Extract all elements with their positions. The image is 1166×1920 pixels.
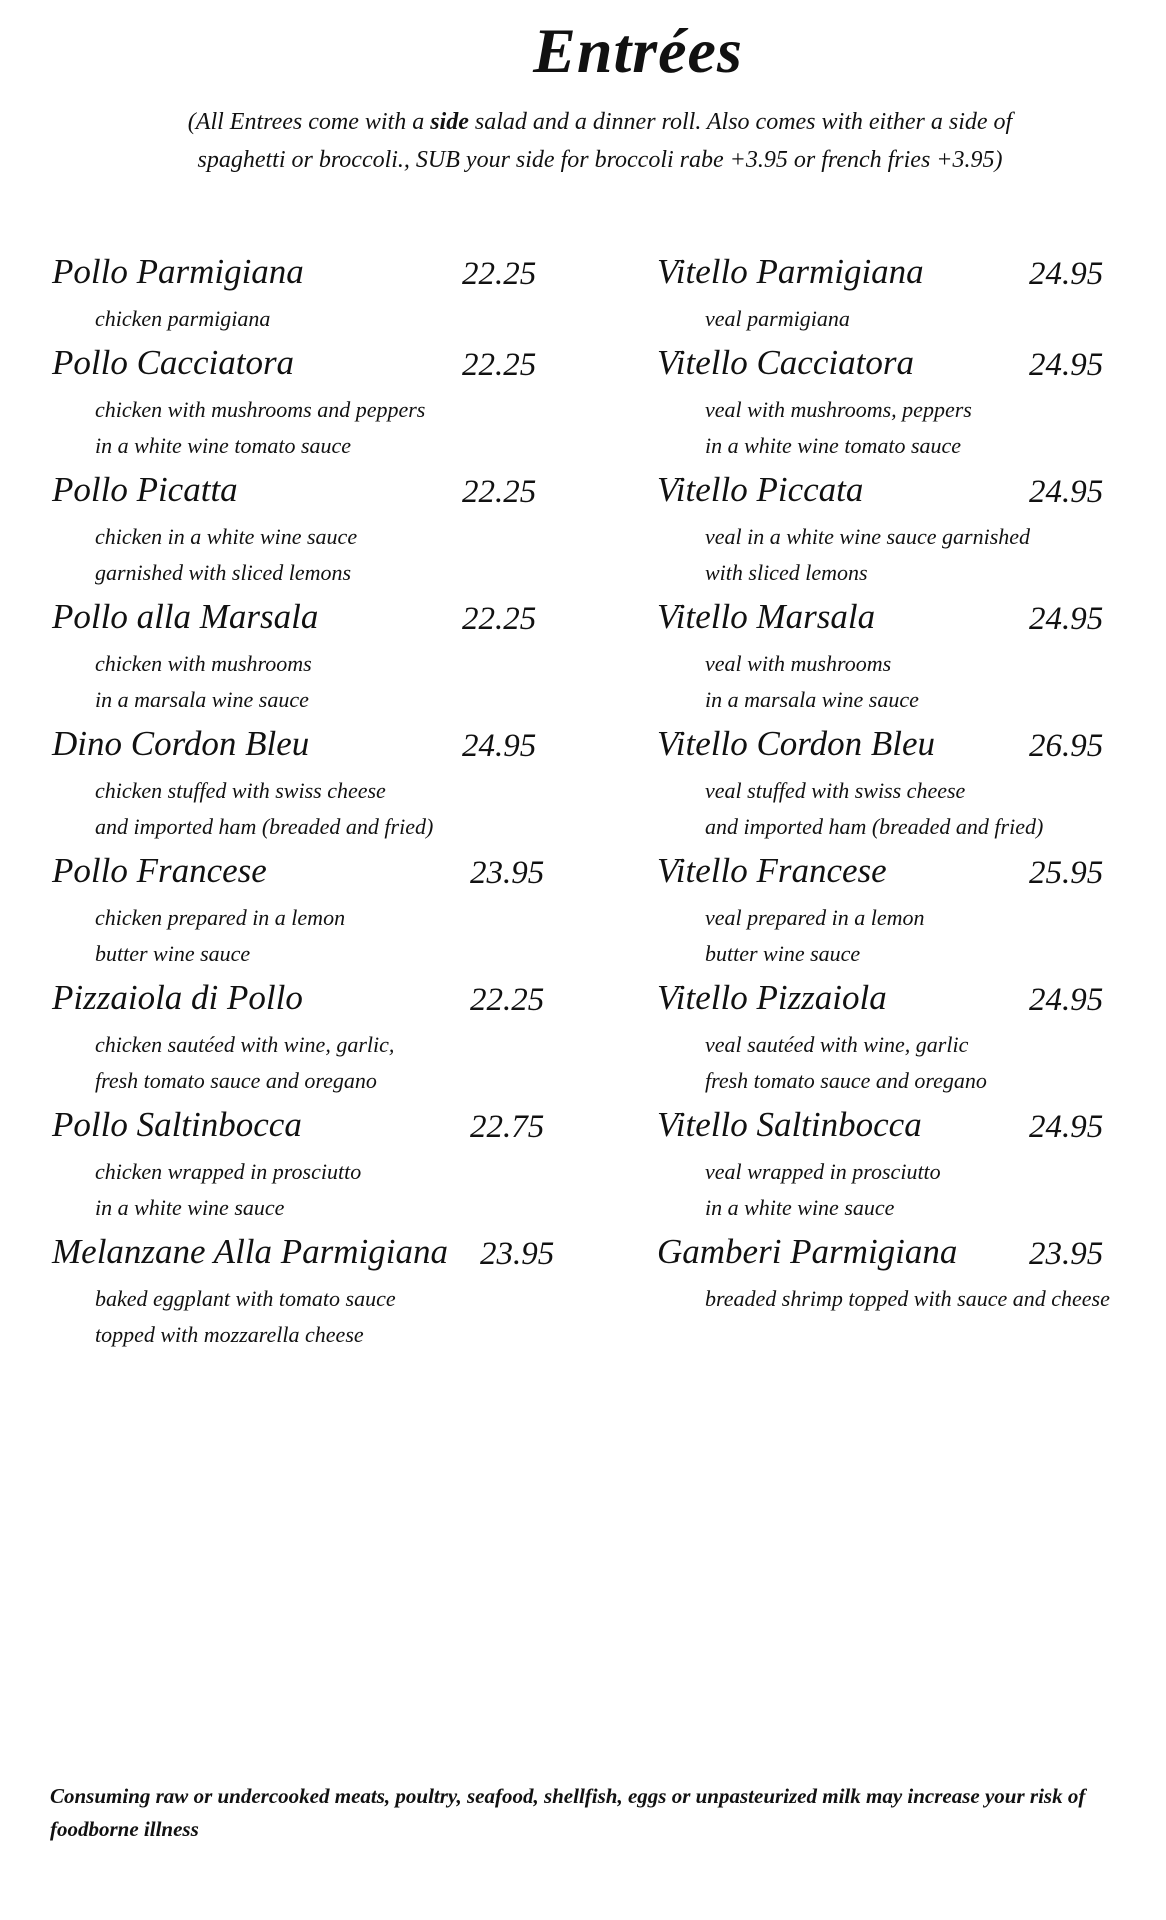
description-line: chicken in a white wine sauce — [95, 524, 358, 549]
description-line: and imported ham (breaded and fried) — [705, 814, 1044, 839]
menu-item-description — [705, 1281, 1110, 1317]
menu-item — [52, 1230, 572, 1357]
menu-item-name: Vitello Cacciatora — [657, 343, 914, 382]
description-line: in a white wine tomato sauce — [95, 433, 352, 458]
description-line: veal parmigiana — [705, 306, 850, 331]
menu-item-name: Pollo Parmigiana — [52, 252, 304, 291]
description-line: chicken with mushrooms — [95, 651, 312, 676]
menu-item — [52, 250, 572, 341]
menu-item — [657, 1103, 1157, 1230]
menu-item-price: 22.25 — [462, 601, 537, 637]
description-line: in a white wine sauce — [95, 1195, 285, 1220]
description-line: in a marsala wine sauce — [705, 687, 919, 712]
description-line: in a white wine tomato sauce — [705, 433, 962, 458]
menu-item-description — [95, 1027, 394, 1099]
description-line: breaded shrimp topped with sauce and cheese — [705, 1286, 1110, 1311]
description-line: chicken stuffed with swiss cheese — [95, 778, 386, 803]
menu-item-name: Vitello Piccata — [657, 470, 864, 509]
menu-item-description — [705, 301, 850, 337]
menu-item — [52, 1103, 572, 1230]
menu-item-name: Dino Cordon Bleu — [52, 724, 310, 763]
description-line: veal sautéed with wine, garlic — [705, 1032, 969, 1057]
entree-note-emphasis: side — [430, 109, 469, 135]
menu-item-description — [95, 392, 425, 464]
menu-item — [52, 341, 572, 468]
menu-item-name: Pollo Saltinbocca — [52, 1105, 302, 1144]
description-line: veal wrapped in prosciutto — [705, 1159, 941, 1184]
menu-item-price: 24.95 — [1029, 347, 1104, 383]
menu-item-price: 23.95 — [470, 855, 545, 891]
menu-item-description — [705, 773, 1043, 845]
description-line: veal with mushrooms — [705, 651, 892, 676]
menu-item-name: Vitello Cordon Bleu — [657, 724, 936, 763]
entree-note-line2: spaghetti or broccoli., SUB your side for broccoli rabe +3.95 or french fries +3.95) — [197, 147, 1003, 173]
menu-item-price: 23.95 — [480, 1236, 555, 1272]
menu-item-description — [705, 1027, 987, 1099]
description-line: veal prepared in a lemon — [705, 905, 925, 930]
menu-item-description — [705, 646, 919, 718]
chicken-column — [52, 250, 572, 1357]
menu-item-name: Vitello Parmigiana — [657, 252, 924, 291]
entree-note-line1-end: salad and a dinner roll. Also comes with either a side of — [468, 109, 1013, 135]
menu-item-description — [95, 1281, 396, 1353]
description-line: garnished with sliced lemons — [95, 560, 352, 585]
description-line: veal in a white wine sauce garnished — [705, 524, 1031, 549]
description-line: chicken wrapped in prosciutto — [95, 1159, 362, 1184]
page-title: Entrées — [533, 15, 743, 86]
menu-item-description — [95, 519, 357, 591]
menu-item — [52, 849, 572, 976]
description-line: chicken parmigiana — [95, 306, 271, 331]
description-line: veal stuffed with swiss cheese — [705, 778, 966, 803]
menu-item — [657, 722, 1157, 849]
menu-item — [52, 595, 572, 722]
menu-item-description — [95, 646, 312, 718]
menu-item-name: Vitello Saltinbocca — [657, 1105, 922, 1144]
description-line: fresh tomato sauce and oregano — [705, 1068, 987, 1093]
menu-item-price: 23.95 — [1029, 1236, 1104, 1272]
menu-item-name: Gamberi Parmigiana — [657, 1232, 958, 1271]
menu-item-name: Pollo Francese — [52, 851, 267, 890]
description-line: in a marsala wine sauce — [95, 687, 309, 712]
entree-note-start: (All Entrees come with a — [187, 109, 431, 135]
menu-item-name: Vitello Marsala — [657, 597, 876, 636]
description-line: with sliced lemons — [705, 560, 868, 585]
menu-item — [52, 976, 572, 1103]
menu-item-name: Pollo Picatta — [52, 470, 238, 509]
menu-item-price: 24.95 — [1029, 982, 1104, 1018]
description-line: in a white wine sauce — [705, 1195, 895, 1220]
menu-item — [657, 341, 1157, 468]
menu-item-name: Pizzaiola di Pollo — [52, 978, 303, 1017]
description-line: butter wine sauce — [95, 941, 251, 966]
menu-item-price: 22.25 — [470, 982, 545, 1018]
menu-item-description — [95, 900, 345, 972]
menu-item-description — [95, 1154, 361, 1226]
menu-item-name: Vitello Pizzaiola — [657, 978, 887, 1017]
description-line: and imported ham (breaded and fried) — [95, 814, 434, 839]
menu-item-price: 22.25 — [462, 256, 537, 292]
menu-item-price: 22.75 — [470, 1109, 545, 1145]
description-line: topped with mozzarella cheese — [95, 1322, 364, 1347]
entree-note — [150, 103, 1050, 179]
menu-item — [657, 1230, 1157, 1357]
menu-item-price: 24.95 — [462, 728, 537, 764]
menu-item-price: 22.25 — [462, 474, 537, 510]
menu-item-price: 25.95 — [1029, 855, 1104, 891]
veal-column — [657, 250, 1157, 1357]
description-line: butter wine sauce — [705, 941, 861, 966]
description-line: veal with mushrooms, peppers — [705, 397, 972, 422]
menu-item — [657, 595, 1157, 722]
menu-item — [657, 250, 1157, 341]
menu-item — [657, 976, 1157, 1103]
description-line: chicken prepared in a lemon — [95, 905, 346, 930]
menu-item-name: Vitello Francese — [657, 851, 887, 890]
menu-item — [52, 468, 572, 595]
menu-item — [657, 849, 1157, 976]
menu-item-price: 24.95 — [1029, 601, 1104, 637]
menu-item-description — [705, 900, 925, 972]
menu-item — [657, 468, 1157, 595]
menu-item-description — [705, 1154, 941, 1226]
menu-item-price: 22.25 — [462, 347, 537, 383]
menu-item-price: 24.95 — [1029, 256, 1104, 292]
description-line: chicken sautéed with wine, garlic, — [95, 1032, 395, 1057]
description-line: chicken with mushrooms and peppers — [95, 397, 426, 422]
menu-item — [52, 722, 572, 849]
menu-item-price: 24.95 — [1029, 1109, 1104, 1145]
menu-item-description — [705, 519, 1030, 591]
menu-item-price: 26.95 — [1029, 728, 1104, 764]
menu-item-description — [95, 773, 433, 845]
description-line: fresh tomato sauce and oregano — [95, 1068, 377, 1093]
menu-item-name: Pollo alla Marsala — [52, 597, 319, 636]
menu-item-description — [95, 301, 270, 337]
menu-item-price: 24.95 — [1029, 474, 1104, 510]
health-disclaimer: Consuming raw or undercooked meats, poultry, seafood, shellfish, eggs or unpasteurized milk may increase your risk of foodborne illness — [50, 1784, 1086, 1841]
menu-item-name: Melanzane Alla Parmigiana — [52, 1232, 448, 1271]
menu-item-name: Pollo Cacciatora — [52, 343, 295, 382]
menu-item-description — [705, 392, 972, 464]
description-line: baked eggplant with tomato sauce — [95, 1286, 396, 1311]
